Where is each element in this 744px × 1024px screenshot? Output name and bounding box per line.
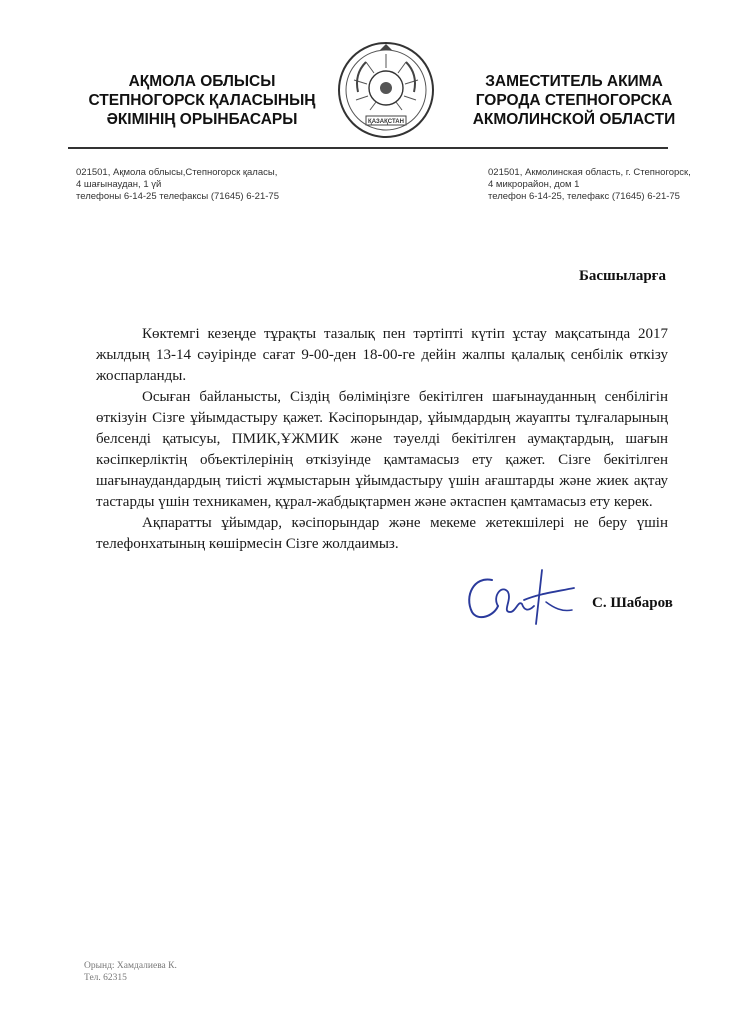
header-line: ЗАМЕСТИТЕЛЬ АКИМА xyxy=(485,73,663,90)
header-line: АКМОЛИНСКОЙ ОБЛАСТИ xyxy=(472,111,676,128)
state-emblem-seal xyxy=(336,40,436,140)
address-line: телефоны 6-14-25 телефаксы (71645) 6-21-75 xyxy=(76,191,279,202)
letter-body xyxy=(96,324,668,555)
body-paragraph: Осыған байланысты, Сіздің бөліміңізге бекітілген шағынауданның сенбілігін өткізуін Сізге ұйымдастыру қажет. Кәсіпорындар, ұйымдардың жауапты тұлғаларының белсенді қатысуы, ПМИК,ҰЖМИК және тәуелді бекітілген аумақтардың, шағын кәсіпкерліктің объектілерінің өткізуінде қамтамасыз ету қажет. Сізге бекітілген шағынаудандардың тиісті жұмыстарын ұйымдастыру үшін ағаштарды және жиек ақтау тастарды үшін техникамен, құрал-жабдықтармен және әктаспен қамтамасыз ету керек. xyxy=(96,389,668,510)
header-divider xyxy=(68,147,668,149)
addressee: Басшыларға xyxy=(578,268,666,284)
address-kazakh xyxy=(76,167,336,203)
address-russian xyxy=(488,167,718,203)
header-line: ӘКІМІНІҢ ОРЫНБАСАРЫ xyxy=(106,111,298,128)
emblem-text: ҚАЗАҚСТАН xyxy=(368,119,404,125)
address-line: 021501, Акмолинская область, г. Степногорск, xyxy=(488,167,691,178)
executor-phone: Тел. 62315 xyxy=(84,973,127,983)
address-line: 4 микрорайон, дом 1 xyxy=(488,179,580,190)
header-kazakh xyxy=(68,72,336,129)
signer-name: С. Шабаров xyxy=(592,595,673,611)
address-line: телефон 6-14-25, телефакс (71645) 6-21-75 xyxy=(488,191,680,202)
body-paragraph: Ақпаратты ұйымдар, кәсіпорындар және мекеме жетекшілері не беру үшін телефонхатының көшірмесін Сізге жолдаимыз. xyxy=(96,515,668,552)
executor-name: Орынд: Хамдалиева К. xyxy=(84,961,177,971)
handwritten-signature xyxy=(462,566,582,628)
header-line: АҚМОЛА ОБЛЫСЫ xyxy=(128,73,276,90)
header-line: ГОРОДА СТЕПНОГОРСКА xyxy=(475,92,673,109)
body-paragraph: Көктемгі кезеңде тұрақты тазалық пен тәртіпті күтіп ұстау мақсатында 2017 жылдың 13-14 сәуірінде сағат 9-00-ден 18-00-ге дейін жалпы қалалық сенбілік өткізу жоспарланды. xyxy=(96,326,668,384)
header-line: СТЕПНОГОРСК ҚАЛАСЫНЫҢ xyxy=(88,92,316,109)
address-line: 021501, Ақмола облысы,Степногорск қаласы, xyxy=(76,167,278,178)
header-russian xyxy=(450,72,698,129)
address-line: 4 шағынаудан, 1 үй xyxy=(76,179,162,190)
executor-info xyxy=(84,960,177,984)
